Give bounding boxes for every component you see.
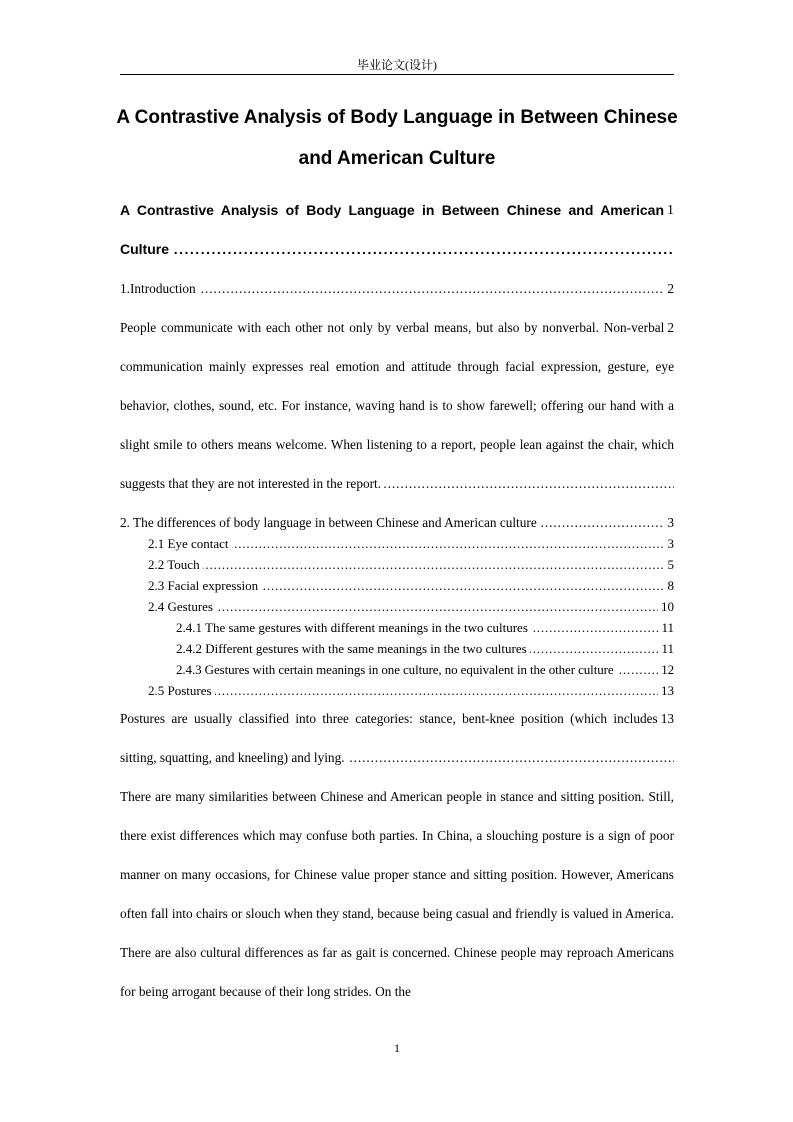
toc-text: 1.Introduction . . . <box>120 281 199 296</box>
toc-page: 5 <box>665 554 675 575</box>
toc-entry[interactable] <box>120 638 674 659</box>
table-of-contents <box>120 191 674 777</box>
toc-page: 13 <box>658 699 674 738</box>
page-body <box>116 97 678 1011</box>
toc-entry[interactable] <box>120 617 674 638</box>
toc-page: 12 <box>658 659 674 680</box>
toc-entry[interactable] <box>120 575 674 596</box>
toc-text: 2.2 Touch . . . <box>148 557 203 572</box>
toc-page: 11 <box>658 617 674 638</box>
toc-text: 2.5 Postures . . . <box>148 683 215 698</box>
toc-page: 1 <box>664 191 674 230</box>
toc-page: 3 <box>664 503 674 542</box>
toc-entry[interactable] <box>120 191 674 269</box>
toc-text: 2.4.2 Different gestures with the same meanings in the two cultures . . . <box>176 641 530 656</box>
toc-text: 2.4 Gestures . . . <box>148 599 216 614</box>
toc-page: 2 <box>664 308 674 347</box>
toc-page: 3 <box>665 533 675 554</box>
body-paragraph: There are many similarities between Chinese and American people in stance and sitting position. Still, there exist differences which may confuse both parties. In China, a slouching posture is a sign of poor manner on many occasions, for Chinese value proper stance and sitting position. However, Americans often fall into chairs or slouch when they stand, because being casual and friendly is valued in America. There are also cultural differences as far as gait is concerned. Chinese people may reproach Americans for being arrogant because of their long strides. On the <box>120 789 674 999</box>
toc-text: Postures are usually classified into three categories: stance, bent-knee position (which includes sitting, squatting, and kneeling) and lying. . . . <box>120 711 658 765</box>
toc-page: 13 <box>658 680 674 701</box>
toc-entry[interactable] <box>120 554 674 575</box>
toc-page: 11 <box>658 638 674 659</box>
toc-entry[interactable] <box>120 308 674 503</box>
toc-text: 2.4.1 The same gestures with different meanings in the two cultures . . . <box>176 620 531 635</box>
toc-text: People communicate with each other not only by verbal means, but also by nonverbal. Non-verbal communication mainly expresses real emotion and attitude through facial expression, gesture, eye behavior, clothes, sound, etc. For instance, waving hand is to show farewell; offering our hand with a slight smile to others means welcome. When listening to a report, people lean against the chair, which suggests that they are not interested in the report. . . . <box>120 320 674 491</box>
toc-page: 10 <box>658 596 674 617</box>
toc-entry[interactable] <box>120 596 674 617</box>
toc-text: 2.4.3 Gestures with certain meanings in one culture, no equivalent in the other culture . . . <box>176 662 617 677</box>
header-rule <box>120 74 674 75</box>
running-header: 毕业论文(设计) <box>357 58 437 72</box>
toc-text: A Contrastive Analysis of Body Language in Between Chinese and American Culture . . . <box>120 202 664 257</box>
toc-entry[interactable] <box>120 680 674 701</box>
toc-page: 8 <box>665 575 675 596</box>
title-line-1: A Contrastive Analysis of Body Language in Between Chinese <box>116 107 678 128</box>
toc-entry[interactable] <box>120 699 674 777</box>
toc-page: 2 <box>664 269 674 308</box>
document-title <box>90 97 704 179</box>
toc-entry[interactable] <box>120 269 674 308</box>
toc-entry[interactable] <box>120 659 674 680</box>
page-number: 1 <box>394 1041 400 1055</box>
toc-text: 2.3 Facial expression . . . <box>148 578 261 593</box>
title-line-2: and American Culture <box>298 148 496 169</box>
toc-text: 2.1 Eye contact . . . <box>148 536 232 551</box>
toc-text: 2. The differences of body language in between Chinese and American culture . . . <box>120 515 540 530</box>
